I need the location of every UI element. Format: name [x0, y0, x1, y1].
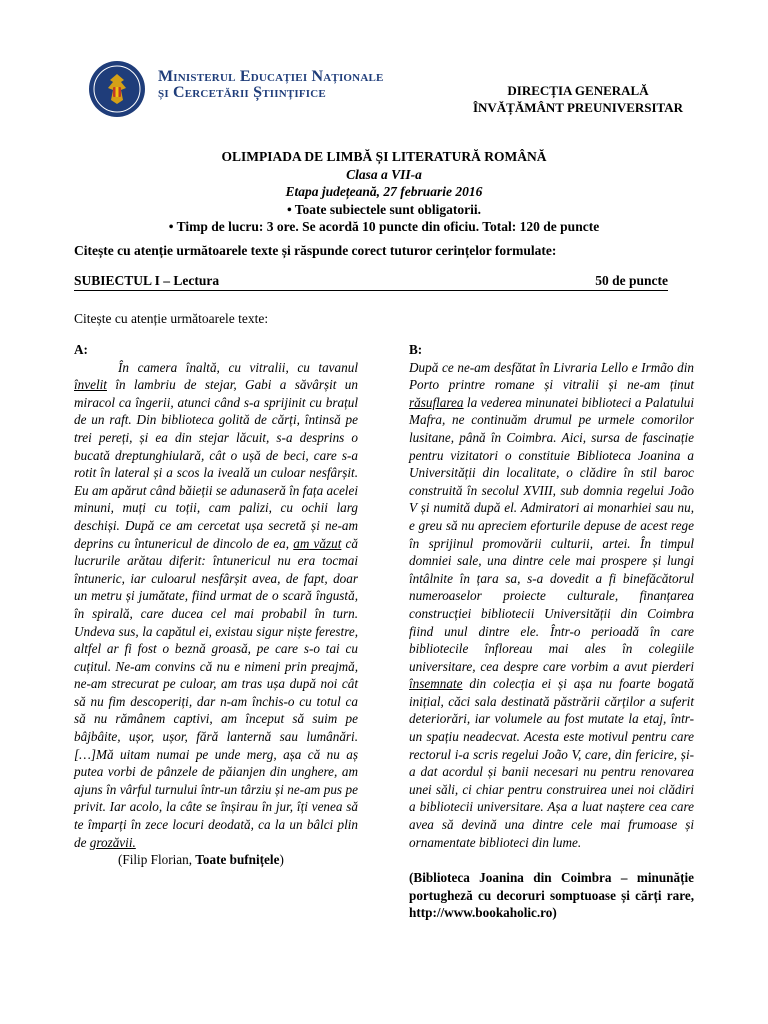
mandatory-note: • Toate subiectele sunt obligatorii.	[286, 201, 482, 217]
ministry-line-2: și Cercetării Științifice	[158, 84, 326, 101]
text-b-source: (Biblioteca Joanina din Coimbra – minunăție portugheză cu decoruri somptuoase și cărți rare, http://www.bookaholic.ro)	[409, 870, 694, 921]
general-instruction: Citește cu atenție următoarele texte și răspunde corect tuturor cerințelor formulate:	[74, 243, 557, 258]
ministry-name	[158, 69, 384, 101]
exam-title-block	[60, 148, 708, 236]
underlined-word: învelit	[74, 377, 107, 393]
read-instruction: Citește cu atenție următoarele texte:	[74, 311, 269, 326]
underlined-word: răsuflarea	[409, 394, 464, 410]
text-b-label: B:	[409, 342, 423, 357]
subject-points: 50 de puncte	[595, 273, 668, 288]
document-header	[88, 60, 688, 120]
underlined-word: grozăvii.	[89, 834, 136, 850]
subject-title: SUBIECTUL I – Lectura	[74, 273, 220, 288]
ministry-line-1: Ministerul Educației Naționale	[158, 68, 384, 85]
source-title: Toate bufnițele	[195, 852, 280, 868]
romanian-government-crest-icon	[88, 60, 146, 118]
text-a-body: În camera înaltă, cu vitralii, cu tavanul învelit în lambriu de stejar, Gabi a săvârșit un miracol ca îngerii, atunci când s-a sprijinit cu brațul de un raft. Din biblioteca golită de cărți, întinsă pe trei pereți, și ea din stejar lăcuit, s-a desprins o bucată dreptunghiulară, cât o ușă de beci, care s-a rotit în lateral și a scos la iveală un culoar nesfârșit. Eu am apărut când băieții se adunaseră în fața acelei minuni, muți cu toții, cam palizi, cu ochii larg deschiși. După ce am cercetat ușa secretă și ne-am deprins cu întunericul de dincolo de ea, am văzut că lucrurile arătau diferit: întunericul nu era tocmai întuneric, iar culoarul nesfârșit avea, de fapt, doar un metru și jumătate, fiind urmat de o scară îngustă, în spirală, care ducea cel mai probabil în turn. Undeva sus, la capătul ei, existau sigur niște ferestre, altfel ar fi fost o beznă groasă, pe care s-o tai cu cuțitul. Ne-am convins că nu e nimeni prin preajmă, ne-am strecurat pe culoar, am tras ușa după noi cât să nu fim descoperiți, dar n-am închis-o cu totul ca să nu rămânem captivi, am început să suim pe bâjbâite, ușor, ușor, fără lanternă sau lumânări.[…]Mă uitam numai pe unde merg, așa că nu aș putea vorbi de pânzele de păianjen din unghere, am ajuns în vârful turnului într-un târziu și ne-am pus pe privit. Iar acolo, la câte se înșirau în jur, îți venea să te împarți în zece locuri deodată, ca la un bâlci plin de grozăvii.	[74, 359, 358, 850]
directorate-line-2: ÎNVĂȚĂMÂNT PREUNIVERSITAR	[472, 100, 684, 115]
directorate-line-1: DIRECȚIA GENERALĂ	[507, 83, 649, 98]
text-b-column	[409, 341, 694, 922]
underlined-word: însemnate	[409, 676, 463, 692]
olympiad-title: OLIMPIADA DE LIMBĂ ȘI LITERATURĂ ROMÂNĂ	[221, 149, 547, 164]
directorate-name	[468, 82, 688, 116]
text-a-label: A:	[74, 342, 88, 357]
underlined-word: am văzut	[293, 535, 342, 551]
class-level: Clasa a VII-a	[346, 166, 422, 182]
text-a-column	[74, 341, 358, 869]
time-and-points-note: • Timp de lucru: 3 ore. Se acordă 10 puncte din oficiu. Total: 120 de puncte	[168, 219, 600, 234]
exam-stage-date: Etapa județeană, 27 februarie 2016	[285, 184, 483, 199]
text-b-body: După ce ne-am desfătat în Livraria Lello e Irmão din Porto printre romane și vitralii și ne-am ținut răsuflarea la vederea minunatei biblioteci a Palatului Mafra, ne continuăm drumul pe urmele comorilor lusitane, până în Coimbra. Aici, sursa de fascinație pentru vizitatori o constituie Biblioteca Joanina a Universității din localitate, o clădire în stil baroc construită în secolul XVIII, sub domnia regelui João V și numită după el. Admiratori ai monarhiei sau nu, e greu să nu apreciem eforturile depuse de acest rege în sprijinul promovării culturii, artei. În timpul domniei sale, una dintre cele mai prospere și lungi întâlnite în țara sa, s-a dovedit a fi binefăcătorul numeroaselor proiecte culturale, finanțarea construcției bibliotecii Universității din Coimbra fiind unul dintre ele. Într-o perioadă în care bibliotecile înfloreau mai ales în colegiile universitare, cea despre care vorbim a avut pierderi însemnate din colecția ei și așa nu foarte bogată inițial, căci sala destinată păstrării cărților a suferit deteriorări, iar volumele au fost mutate la etaj, într-un spațiu neadecvat. Acesta este motivul pentru care rectorul i-a scris regelui João V, care, din fericire, și-a dat acordul și banii necesari nu pentru renovarea unei săli, ci chiar pentru construirea unei noi clădiri a bibliotecii universitare. Așa a luat naștere cea care avea să devină una dintre cele mai frumoase și ornamentate biblioteci din lume.	[409, 359, 694, 850]
text-a-source: (Filip Florian, Toate bufnițele)	[118, 852, 284, 868]
subject-heading	[74, 273, 668, 291]
